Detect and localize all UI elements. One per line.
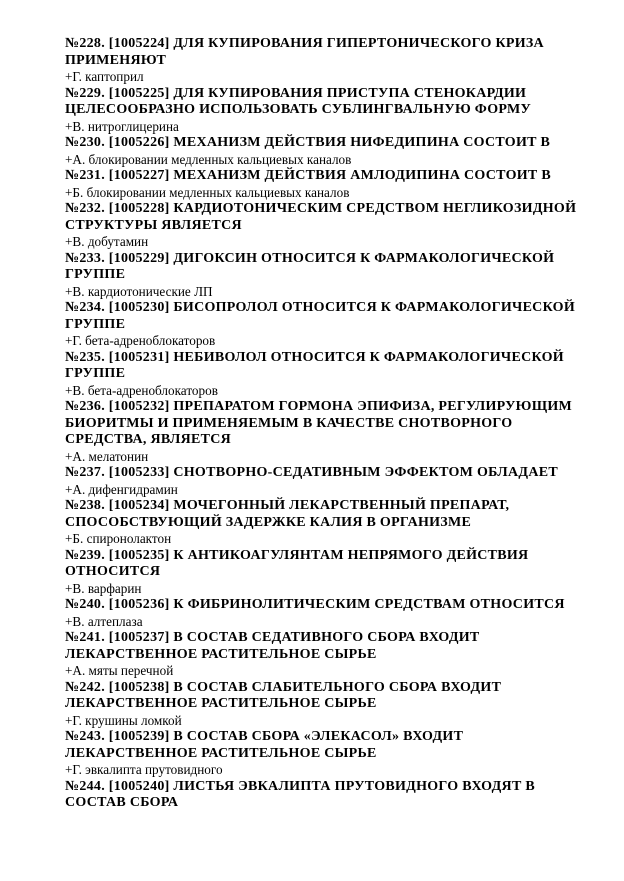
answer-text: +А. мелатонин [65,448,149,464]
question-text: №229. [1005225] ДЛЯ КУПИРОВАНИЯ ПРИСТУПА СТЕНОКАРДИИ ЦЕЛЕСООБРАЗНО ИСПОЛЬЗОВАТЬ СУБЛИНГВАЛЬНУЮ ФОРМУ [65,85,532,117]
answer-text: +А. дифенгидрамин [65,481,178,497]
question-text: №231. [1005227] МЕХАНИЗМ ДЕЙСТВИЯ АМЛОДИПИНА СОСТОИТ В [65,168,551,183]
question-item-232 [65,201,595,251]
question-text: №236. [1005232] ПРЕПАРАТОМ ГОРМОНА ЭПИФИЗА, РЕГУЛИРУЮЩИМ БИОРИТМЫ И ПРИМЕНЯЕМЫМ В КАЧЕСТВЕ СНОТВОРНОГО СРЕДСТВА, ЯВЛЯЕТСЯ [65,399,573,447]
answer-text: +Б. спиронолактон [65,531,172,546]
question-text: №235. [1005231] НЕБИВОЛОЛ ОТНОСИТСЯ К ФАРМАКОЛОГИЧЕСКОЙ ГРУППЕ [65,349,564,381]
question-item-228 [65,36,595,86]
answer-text: +Г. бета-адреноблокаторов [65,333,216,348]
answer-text: +В. кардиотонические ЛП [65,283,213,299]
question-item-241 [65,630,595,680]
answer-text: +В. алтеплаза [65,613,143,629]
question-item-242 [65,680,595,730]
question-item-231 [65,168,595,201]
answer-text: +А. блокировании медленных кальциевых каналов [65,151,352,167]
question-item-243 [65,729,595,779]
question-text: №240. [1005236] К ФИБРИНОЛИТИЧЕСКИМ СРЕДСТВАМ ОТНОСИТСЯ [65,597,565,612]
answer-text: +В. варфарин [65,580,142,596]
question-item-234 [65,300,595,350]
question-text: №237. [1005233] СНОТВОРНО-СЕДАТИВНЫМ ЭФФЕКТОМ ОБЛАДАЕТ [65,465,558,480]
question-item-240 [65,597,595,630]
answer-text: +А. мяты перечной [65,663,174,678]
question-text: №234. [1005230] БИСОПРОЛОЛ ОТНОСИТСЯ К ФАРМАКОЛОГИЧЕСКОЙ ГРУППЕ [65,300,575,332]
question-text: №242. [1005238] В СОСТАВ СЛАБИТЕЛЬНОГО СБОРА ВХОДИТ ЛЕКАРСТВЕННОЕ РАСТИТЕЛЬНОЕ СЫРЬЕ [65,679,502,711]
answer-text: +В. нитроглицерина [65,118,179,134]
question-item-235 [65,350,595,400]
question-item-244 [65,779,595,812]
answer-text: +Г. эвкалипта прутовидного [65,762,223,777]
answer-text: +Г. каптоприл [65,69,144,84]
answer-text: +В. добутамин [65,234,149,249]
question-text: №239. [1005235] К АНТИКОАГУЛЯНТАМ НЕПРЯМОГО ДЕЙСТВИЯ ОТНОСИТСЯ [65,547,529,579]
question-item-233 [65,251,595,301]
question-item-236 [65,399,595,465]
answer-text: +В. бета-адреноблокаторов [65,382,218,398]
question-item-239 [65,548,595,598]
question-text: №243. [1005239] В СОСТАВ СБОРА «ЭЛЕКАСОЛ» ВХОДИТ ЛЕКАРСТВЕННОЕ РАСТИТЕЛЬНОЕ СЫРЬЕ [65,729,464,761]
question-text: №233. [1005229] ДИГОКСИН ОТНОСИТСЯ К ФАРМАКОЛОГИЧЕСКОЙ ГРУППЕ [65,250,555,282]
question-text: №241. [1005237] В СОСТАВ СЕДАТИВНОГО СБОРА ВХОДИТ ЛЕКАРСТВЕННОЕ РАСТИТЕЛЬНОЕ СЫРЬЕ [65,630,480,662]
question-item-238 [65,498,595,548]
question-list [65,36,595,812]
question-item-230 [65,135,595,168]
question-text: №232. [1005228] КАРДИОТОНИЧЕСКИМ СРЕДСТВОМ НЕГЛИКОЗИДНОЙ СТРУКТУРЫ ЯВЛЯЕТСЯ [65,201,577,233]
question-item-237 [65,465,595,498]
question-text: №228. [1005224] ДЛЯ КУПИРОВАНИЯ ГИПЕРТОНИЧЕСКОГО КРИЗА ПРИМЕНЯЮТ [65,36,544,68]
answer-text: +Г. крушины ломкой [65,712,182,728]
question-text: №238. [1005234] МОЧЕГОННЫЙ ЛЕКАРСТВЕННЫЙ ПРЕПАРАТ, СПОСОБСТВУЮЩИЙ ЗАДЕРЖКЕ КАЛИЯ В ОРГАНИЗМЕ [65,498,510,530]
question-item-229 [65,86,595,136]
question-text: №230. [1005226] МЕХАНИЗМ ДЕЙСТВИЯ НИФЕДИПИНА СОСТОИТ В [65,135,551,150]
answer-text: +Б. блокировании медленных кальциевых каналов [65,184,350,200]
question-text: №244. [1005240] ЛИСТЬЯ ЭВКАЛИПТА ПРУТОВИДНОГО ВХОДЯТ В СОСТАВ СБОРА [65,778,535,810]
